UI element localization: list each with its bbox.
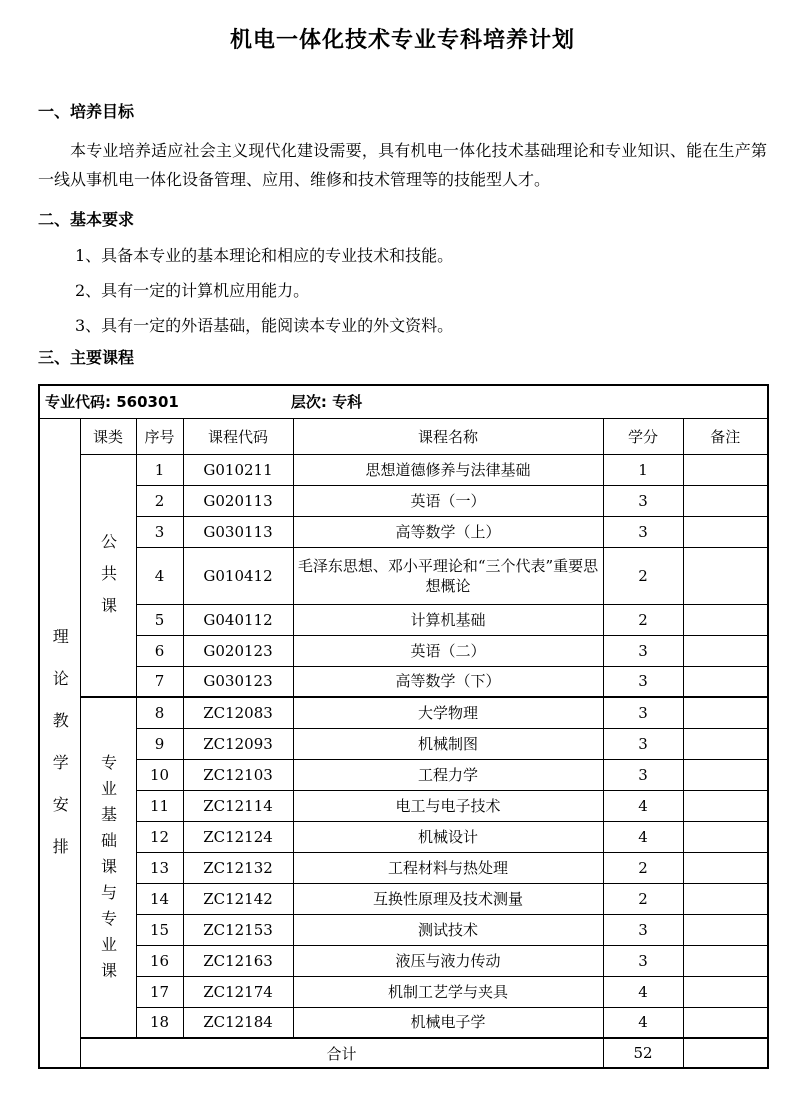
code-cell: ZC12083	[183, 697, 293, 728]
seq-cell: 12	[136, 821, 183, 852]
table-row	[39, 385, 768, 418]
code-cell: G030123	[183, 666, 293, 697]
remarks-cell	[683, 485, 768, 516]
objective-paragraph: 本专业培养适应社会主义现代化建设需要，具有机电一体化技术基础理论和专业知识、能在生产第一线从事机电一体化设备管理、应用、维修和技术管理等的技能型人才。	[38, 141, 767, 189]
table-row	[39, 454, 768, 485]
table-row	[39, 1007, 768, 1038]
remarks-cell	[683, 1038, 768, 1068]
name-cell: 英语（二）	[293, 635, 603, 666]
remarks-cell	[683, 666, 768, 697]
code-cell: G040112	[183, 604, 293, 635]
total-credits-cell: 52	[603, 1038, 683, 1068]
remarks-cell	[683, 759, 768, 790]
remarks-cell	[683, 728, 768, 759]
remarks-cell	[683, 790, 768, 821]
remarks-cell	[683, 883, 768, 914]
requirement-item: 2、具有一定的计算机应用能力。	[75, 281, 310, 300]
seq-cell: 9	[136, 728, 183, 759]
column-header-remarks: 备注	[683, 418, 768, 454]
seq-cell: 15	[136, 914, 183, 945]
section-heading-objective: 一、培养目标	[38, 102, 135, 121]
name-cell: 电工与电子技术	[293, 790, 603, 821]
table-row	[39, 604, 768, 635]
table-row	[39, 852, 768, 883]
seq-cell: 6	[136, 635, 183, 666]
group-cell-major	[80, 697, 136, 1038]
credits-cell: 3	[603, 728, 683, 759]
remarks-cell	[683, 547, 768, 604]
table-row	[39, 945, 768, 976]
name-cell: 大学物理	[293, 697, 603, 728]
major-code-cell	[39, 385, 768, 418]
seq-cell: 4	[136, 547, 183, 604]
seq-cell: 17	[136, 976, 183, 1007]
table-row	[39, 883, 768, 914]
name-cell: 高等数学（上）	[293, 516, 603, 547]
table-row	[39, 821, 768, 852]
column-header-seq: 序号	[136, 418, 183, 454]
remarks-cell	[683, 1007, 768, 1038]
seq-cell: 16	[136, 945, 183, 976]
code-cell: ZC12142	[183, 883, 293, 914]
code-cell: ZC12103	[183, 759, 293, 790]
seq-cell: 10	[136, 759, 183, 790]
major-code-label: 专业代码: 560301	[45, 393, 179, 412]
column-header-course-code: 课程代码	[183, 418, 293, 454]
table-row	[39, 728, 768, 759]
remarks-cell	[683, 852, 768, 883]
remarks-cell	[683, 914, 768, 945]
table-row	[39, 516, 768, 547]
code-cell: ZC12174	[183, 976, 293, 1007]
credits-cell: 3	[603, 945, 683, 976]
name-cell: 思想道德修养与法律基础	[293, 454, 603, 485]
column-header-credits: 学分	[603, 418, 683, 454]
credits-cell: 2	[603, 604, 683, 635]
course-table	[38, 384, 769, 1069]
seq-cell: 8	[136, 697, 183, 728]
credits-cell: 3	[603, 635, 683, 666]
side-label: 理论教学安排	[50, 627, 70, 880]
code-cell: ZC12163	[183, 945, 293, 976]
group-label-public: 公共课	[98, 533, 118, 630]
requirement-item: 3、具有一定的外语基础，能阅读本专业的外文资料。	[75, 316, 454, 335]
name-cell: 机械设计	[293, 821, 603, 852]
code-cell: ZC12093	[183, 728, 293, 759]
remarks-cell	[683, 454, 768, 485]
credits-cell: 3	[603, 759, 683, 790]
credits-cell: 4	[603, 821, 683, 852]
credits-cell: 3	[603, 485, 683, 516]
code-cell: G010412	[183, 547, 293, 604]
code-cell: G030113	[183, 516, 293, 547]
code-cell: ZC12124	[183, 821, 293, 852]
table-row	[39, 485, 768, 516]
name-cell: 高等数学（下）	[293, 666, 603, 697]
table-total-row	[39, 1038, 768, 1068]
requirement-item: 1、具备本专业的基本理论和相应的专业技术和技能。	[75, 246, 454, 265]
table-row	[39, 759, 768, 790]
credits-cell: 2	[603, 547, 683, 604]
name-cell: 计算机基础	[293, 604, 603, 635]
table-row	[39, 666, 768, 697]
name-cell: 液压与液力传动	[293, 945, 603, 976]
code-cell: ZC12132	[183, 852, 293, 883]
remarks-cell	[683, 945, 768, 976]
table-header-row	[39, 418, 768, 454]
name-cell: 机制工艺学与夹具	[293, 976, 603, 1007]
name-cell: 机械制图	[293, 728, 603, 759]
seq-cell: 13	[136, 852, 183, 883]
table-row	[39, 976, 768, 1007]
seq-cell: 5	[136, 604, 183, 635]
credits-cell: 3	[603, 666, 683, 697]
section-heading-courses: 三、主要课程	[38, 348, 135, 367]
name-cell: 工程力学	[293, 759, 603, 790]
table-row	[39, 635, 768, 666]
credits-cell: 3	[603, 697, 683, 728]
remarks-cell	[683, 821, 768, 852]
seq-cell: 18	[136, 1007, 183, 1038]
table-row	[39, 914, 768, 945]
column-header-course-name: 课程名称	[293, 418, 603, 454]
credits-cell: 2	[603, 852, 683, 883]
remarks-cell	[683, 976, 768, 1007]
code-cell: ZC12153	[183, 914, 293, 945]
table-row	[39, 697, 768, 728]
code-cell: ZC12184	[183, 1007, 293, 1038]
level-label: 层次: 专科	[290, 393, 363, 412]
code-cell: G010211	[183, 454, 293, 485]
code-cell: G020123	[183, 635, 293, 666]
remarks-cell	[683, 635, 768, 666]
seq-cell: 11	[136, 790, 183, 821]
group-cell-public	[80, 454, 136, 697]
credits-cell: 3	[603, 914, 683, 945]
code-cell: ZC12114	[183, 790, 293, 821]
seq-cell: 2	[136, 485, 183, 516]
group-label-major: 专业基础课与专业课	[98, 753, 118, 988]
name-cell: 互换性原理及技术测量	[293, 883, 603, 914]
remarks-cell	[683, 516, 768, 547]
section-heading-requirements: 二、基本要求	[38, 210, 135, 229]
seq-cell: 14	[136, 883, 183, 914]
name-cell: 英语（一）	[293, 485, 603, 516]
column-header-course-type: 课类	[80, 418, 136, 454]
name-cell: 工程材料与热处理	[293, 852, 603, 883]
page-title: 机电一体化技术专业专科培养计划	[229, 28, 575, 53]
seq-cell: 3	[136, 516, 183, 547]
remarks-cell	[683, 604, 768, 635]
credits-cell: 4	[603, 790, 683, 821]
table-row	[39, 790, 768, 821]
total-label-cell: 合计	[80, 1038, 603, 1068]
code-cell: G020113	[183, 485, 293, 516]
credits-cell: 2	[603, 883, 683, 914]
remarks-cell	[683, 697, 768, 728]
credits-cell: 4	[603, 1007, 683, 1038]
name-cell: 测试技术	[293, 914, 603, 945]
requirements-list	[38, 247, 767, 334]
table-row	[39, 547, 768, 604]
seq-cell: 7	[136, 666, 183, 697]
side-label-cell	[39, 418, 80, 1068]
credits-cell: 4	[603, 976, 683, 1007]
name-cell: 毛泽东思想、邓小平理论和“三个代表”重要思想概论	[293, 547, 603, 604]
name-cell: 机械电子学	[293, 1007, 603, 1038]
credits-cell: 1	[603, 454, 683, 485]
seq-cell: 1	[136, 454, 183, 485]
credits-cell: 3	[603, 516, 683, 547]
